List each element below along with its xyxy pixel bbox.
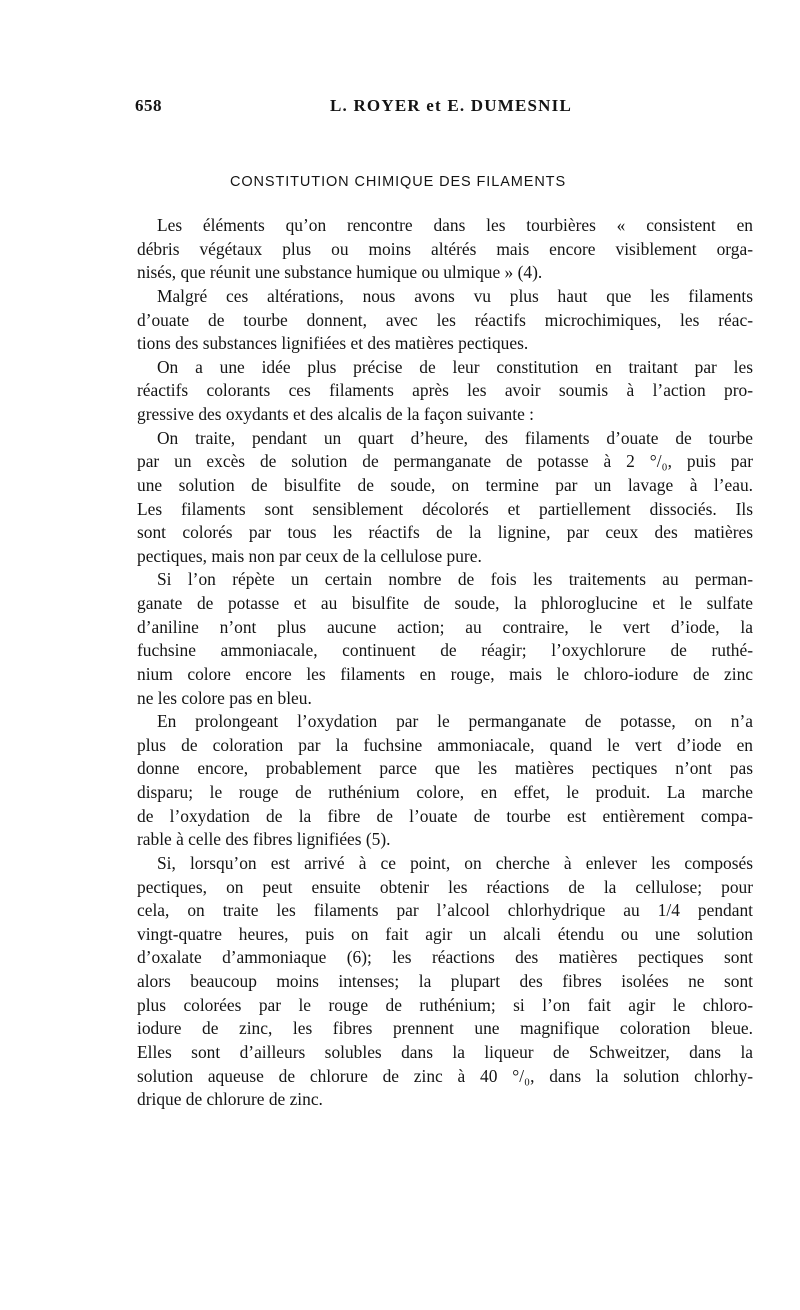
text-line: d’oxalate d’ammoniaque (6); les réactions des matières pectiques sont [137,947,753,968]
text-line: tions des substances lignifiées et des matières pectiques. [137,333,529,354]
text-line: Les éléments qu’on rencontre dans les tourbières « consistent en [157,215,753,235]
text-line: En prolongeant l’oxydation par le permanganate de potasse, on n’a [157,711,753,732]
text-line: Malgré ces altérations, nous avons vu plus haut que les filaments [157,285,753,306]
text-line: réactifs colorants ces filaments après les avoir soumis à l’action pro- [137,380,753,401]
text-line: par un excès de solution de permanganate de potasse à 2 °/₀, puis par [137,451,753,472]
text-line: On traite, pendant un quart d’heure, des filaments d’ouate de tourbe [157,427,753,448]
page-number: 658 [135,96,162,115]
text-line: d’ouate de tourbe donnent, avec les réactifs microchimiques, les réac- [137,309,753,330]
text-line: nium colore encore les filaments en rouge, mais le chloro-iodure de zinc [137,663,753,684]
text-line: Les filaments sont sensiblement décolorés et partiellement dissociés. Ils [137,498,753,519]
text-line: donne encore, probablement parce que les matières pectiques n’ont pas [137,758,753,779]
text-line: pectiques, mais non par ceux de la cellulose pure. [137,545,482,566]
text-line: une solution de bisulfite de soude, on termine par un lavage à l’eau. [137,474,753,495]
text-line: solution aqueuse de chlorure de zinc à 40 °/₀, dans la solution chlorhy- [137,1065,753,1086]
text-line: Si l’on répète un certain nombre de fois les traitements au perman- [157,569,753,590]
text-line: débris végétaux plus ou moins altérés mais encore visiblement orga- [137,238,753,259]
body-text [137,214,753,1112]
text-line: On a une idée plus précise de leur constitution en traitant par les [157,356,753,377]
text-line: sont colorés par tous les réactifs de la lignine, par ceux des matières [137,522,753,543]
text-line: vingt-quatre heures, puis on fait agir un alcali étendu ou une solution [137,923,753,944]
text-line: alors beaucoup moins intenses; la plupart des fibres isolées ne sont [137,971,753,991]
text-line: fuchsine ammoniacale, continuent de réagir; l’oxychlorure de ruthé- [137,640,753,661]
text-line: drique de chlorure de zinc. [137,1089,323,1110]
running-head-authors: L. ROYER et E. DUMESNIL [330,96,573,115]
text-line: iodure de zinc, les fibres prennent une magnifique coloration bleue. [137,1018,753,1039]
text-line: cela, on traite les filaments par l’alcool chlorhydrique au 1/4 pendant [137,900,753,921]
text-line: ne les colore pas en bleu. [137,687,312,708]
page-header [135,96,755,122]
text-line: disparu; le rouge de ruthénium colore, en effet, le produit. La marche [137,782,753,802]
text-line: plus de coloration par la fuchsine ammoniacale, quand le vert d’iode en [137,734,753,755]
section-title: CONSTITUTION CHIMIQUE DES FILAMENTS [230,174,567,190]
text-line: plus colorées par le rouge de ruthénium; si l’on fait agir le chloro- [137,994,753,1015]
text-line: pectiques, on peut ensuite obtenir les réactions de la cellulose; pour [137,876,753,897]
text-line: de l’oxydation de la fibre de l’ouate de tourbe est entièrement compa- [137,805,753,826]
text-line: Elles sont d’ailleurs solubles dans la liqueur de Schweitzer, dans la [137,1041,753,1062]
text-line: Si, lorsqu’on est arrivé à ce point, on cherche à enlever les composés [157,852,753,873]
text-line: nisés, que réunit une substance humique ou ulmique » (4). [137,262,543,283]
text-line: d’aniline n’ont plus aucune action; au contraire, le vert d’iode, la [137,616,753,637]
text-line: ganate de potasse et au bisulfite de soude, la phloroglucine et le sulfate [137,593,753,613]
text-line: gressive des oxydants et des alcalis de la façon suivante : [137,404,534,424]
text-line: rable à celle des fibres lignifiées (5). [137,829,391,850]
